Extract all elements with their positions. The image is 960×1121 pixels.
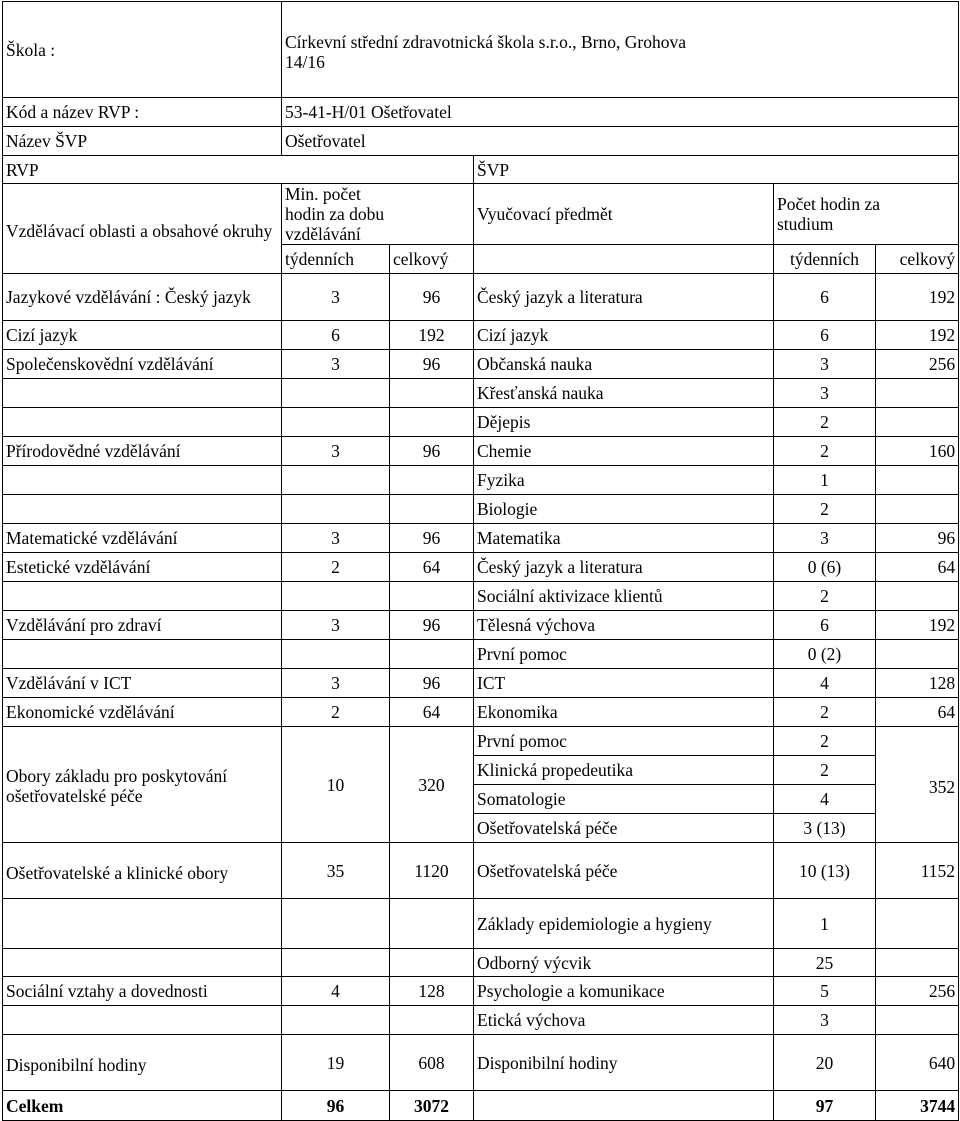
table-row [3,582,959,611]
empty-cell [390,1006,474,1035]
empty-cell [282,949,390,977]
svp-week-cell: 4 [774,785,876,814]
subject-heading: Vyučovací předmět [474,184,774,245]
rvp-total-cell: 96 [390,669,474,698]
svp-week-cell: 3 [774,1006,876,1035]
subject-cell: Sociální aktivizace klientů [474,582,774,611]
area-cell [3,582,282,611]
table-row [3,899,959,949]
svp-total-cell [876,379,959,408]
svp-name-label: Název ŠVP [3,127,282,156]
rvp-week-cell: 19 [282,1035,390,1091]
rvp-code-label: Kód a název RVP : [3,98,282,127]
area-cell: Sociální vztahy a dovednosti [3,977,282,1006]
rvp-total-cell: 96 [390,524,474,553]
area-cell: Ekonomické vzdělávání [3,698,282,727]
rvp-code-value: 53-41-H/01 Ošetřovatel [282,98,959,127]
table-row [3,321,959,350]
table-row [3,1035,959,1091]
study-hours-heading: Počet hodin za studium [774,184,959,245]
rvp-total-cell [390,640,474,669]
table-row [3,437,959,466]
table-row [3,1006,959,1035]
rvp-total-cell: 3072 [390,1091,474,1121]
empty-cell [3,899,282,949]
rvp-week-cell: 96 [282,1091,390,1121]
svp-total-cell: 192 [876,321,959,350]
area-cell: Jazykové vzdělávání : Český jazyk [3,274,282,321]
svp-week-cell: 6 [774,611,876,640]
rvp-total-cell: 64 [390,553,474,582]
svp-total-cell: 256 [876,977,959,1006]
subject-cell: Občanská nauka [474,350,774,379]
table-row [3,495,959,524]
empty-cell [390,899,474,949]
rvp-week-cell: 35 [282,843,390,899]
svp-week-cell: 4 [774,669,876,698]
rvp-total-cell: 320 [390,727,474,843]
svp-week-cell: 2 [774,437,876,466]
area-cell [3,379,282,408]
subject-cell: Český jazyk a literatura [474,274,774,321]
svp-week-cell: 3 [774,524,876,553]
table-row [3,669,959,698]
subject-cell: Psychologie a komunikace [474,977,774,1006]
svp-total-cell: 192 [876,274,959,321]
rvp-heading: RVP [3,156,474,184]
area-cell: Disponibilní hodiny [3,1035,282,1091]
svp-total-cell: 1152 [876,843,959,899]
svp-total-cell: 96 [876,524,959,553]
subject-cell: Tělesná výchova [474,611,774,640]
svp-total-cell: 256 [876,350,959,379]
subject-cell: Základy epidemiologie a hygieny [474,899,774,949]
subject-cell: Biologie [474,495,774,524]
svp-total-cell: 160 [876,437,959,466]
svp-week-cell: 3 [774,350,876,379]
empty-cell [876,1006,959,1035]
rvp-total-cell: 192 [390,321,474,350]
rvp-week-cell: 2 [282,698,390,727]
school-label: Škola : [3,2,282,98]
subject-cell: Chemie [474,437,774,466]
svp-week-cell: 6 [774,321,876,350]
rvp-week-cell: 4 [282,977,390,1006]
svp-week-cell: 6 [774,274,876,321]
empty-cell [3,1006,282,1035]
svp-total-cell: 128 [876,669,959,698]
rvp-total-cell: 64 [390,698,474,727]
svp-total-cell [876,466,959,495]
table-row [3,553,959,582]
svp-total-cell: 64 [876,553,959,582]
svp-week-cell: 0 (6) [774,553,876,582]
area-cell: Ošetřovatelské a klinické obory [3,843,282,899]
subject-cell: Dějepis [474,408,774,437]
rvp-week-cell: 3 [282,350,390,379]
subject-cell: První pomoc [474,727,774,756]
area-cell: Vzdělávání v ICT [3,669,282,698]
subject-cell: ICT [474,669,774,698]
area-cell: Cizí jazyk [3,321,282,350]
svp-week-cell: 2 [774,698,876,727]
area-cell [3,640,282,669]
totals-label: Celkem [3,1091,282,1121]
rvp-week-cell [282,466,390,495]
svp-week-cell: 3 (13) [774,814,876,843]
svp-week-cell: 5 [774,977,876,1006]
subject-cell: Etická výchova [474,1006,774,1035]
rvp-week-cell [282,495,390,524]
svp-total-cell [876,640,959,669]
rvp-total-cell: 96 [390,274,474,321]
rvp-week-cell: 3 [282,611,390,640]
curriculum-table [2,1,959,1121]
svp-total-cell: 640 [876,1035,959,1091]
svp-total-heading: celkový [876,245,959,274]
rvp-week-cell: 3 [282,437,390,466]
svp-week-cell: 2 [774,495,876,524]
table-row [3,350,959,379]
svp-week-cell: 3 [774,379,876,408]
empty-cell [474,245,774,274]
area-cell [3,466,282,495]
subject-cell: Fyzika [474,466,774,495]
area-cell: Matematické vzdělávání [3,524,282,553]
svp-week-cell: 25 [774,949,876,977]
table-row [3,640,959,669]
rvp-total-heading: celkový [390,245,474,274]
areas-heading: Vzdělávací oblasti a obsahové okruhy [3,184,282,274]
subject-cell: Ošetřovatelská péče [474,843,774,899]
area-cell [3,495,282,524]
rvp-total-cell: 128 [390,977,474,1006]
table-row [3,698,959,727]
subject-cell: Klinická propedeutika [474,756,774,785]
rvp-code-row [3,98,959,127]
table-row [3,524,959,553]
table-row [3,949,959,977]
rvp-total-cell: 96 [390,350,474,379]
subject-cell: Český jazyk a literatura [474,553,774,582]
rvp-total-cell: 1120 [390,843,474,899]
subject-cell: Matematika [474,524,774,553]
empty-cell [282,899,390,949]
rvp-total-cell [390,466,474,495]
table-row [3,466,959,495]
column-heading-row [3,184,959,245]
subject-cell: Disponibilní hodiny [474,1035,774,1091]
area-cell: Obory základu pro poskytování ošetřovatelské péče [3,727,282,843]
empty-cell [3,949,282,977]
rvp-week-cell [282,408,390,437]
svp-week-cell: 1 [774,899,876,949]
rvp-week-cell [282,640,390,669]
rvp-week-cell: 3 [282,669,390,698]
subject-cell: Ošetřovatelská péče [474,814,774,843]
subject-cell: Ekonomika [474,698,774,727]
rvp-total-cell: 608 [390,1035,474,1091]
table-row [3,274,959,321]
area-cell [3,408,282,437]
subject-cell: Cizí jazyk [474,321,774,350]
rvp-week-cell: 2 [282,553,390,582]
svp-name-row [3,127,959,156]
table-row [3,379,959,408]
rvp-total-cell: 96 [390,611,474,640]
school-value: Církevní střední zdravotnická škola s.r.o., Brno, Grohova 14/16 [282,2,959,98]
svp-week-cell: 2 [774,408,876,437]
table-row [3,727,959,756]
svp-total-cell [876,582,959,611]
svp-week-cell: 2 [774,727,876,756]
svp-week-cell: 0 (2) [774,640,876,669]
area-cell: Vzdělávání pro zdraví [3,611,282,640]
rvp-weekly-heading: týdenních [282,245,390,274]
svp-heading: ŠVP [474,156,959,184]
subject-cell: Odborný výcvik [474,949,774,977]
table-row [3,843,959,899]
svp-total-cell: 64 [876,698,959,727]
svp-week-cell: 20 [774,1035,876,1091]
area-cell: Přírodovědné vzdělávání [3,437,282,466]
svp-total-cell [876,408,959,437]
svp-week-cell: 1 [774,466,876,495]
rvp-total-cell [390,582,474,611]
area-cell: Společenskovědní vzdělávání [3,350,282,379]
rvp-week-cell: 10 [282,727,390,843]
table-row [3,408,959,437]
rvp-total-cell [390,495,474,524]
empty-cell [876,899,959,949]
rvp-total-cell: 96 [390,437,474,466]
rvp-week-cell: 3 [282,274,390,321]
svp-week-cell: 2 [774,756,876,785]
rvp-week-cell [282,379,390,408]
subject-cell: Somatologie [474,785,774,814]
subject-cell: Křesťanská nauka [474,379,774,408]
school-row [3,2,959,98]
svp-week-cell: 10 (13) [774,843,876,899]
svp-total-cell: 192 [876,611,959,640]
subject-cell: První pomoc [474,640,774,669]
empty-cell [390,949,474,977]
rvp-svp-row [3,156,959,184]
table-row [3,611,959,640]
empty-cell [282,1006,390,1035]
svp-weekly-heading: týdenních [774,245,876,274]
rvp-week-cell [282,582,390,611]
svp-week-cell: 2 [774,582,876,611]
table-row [3,977,959,1006]
svp-name-value: Ošetřovatel [282,127,959,156]
rvp-week-cell: 3 [282,524,390,553]
svp-week-cell: 97 [774,1091,876,1121]
rvp-total-cell [390,408,474,437]
svp-total-cell [876,495,959,524]
area-cell: Estetické vzdělávání [3,553,282,582]
svp-total-cell: 352 [876,727,959,843]
min-hours-heading: Min. počet hodin za dobu vzdělávání [282,184,474,245]
empty-cell [876,949,959,977]
svp-total-cell: 3744 [876,1091,959,1121]
rvp-week-cell: 6 [282,321,390,350]
rvp-total-cell [390,379,474,408]
